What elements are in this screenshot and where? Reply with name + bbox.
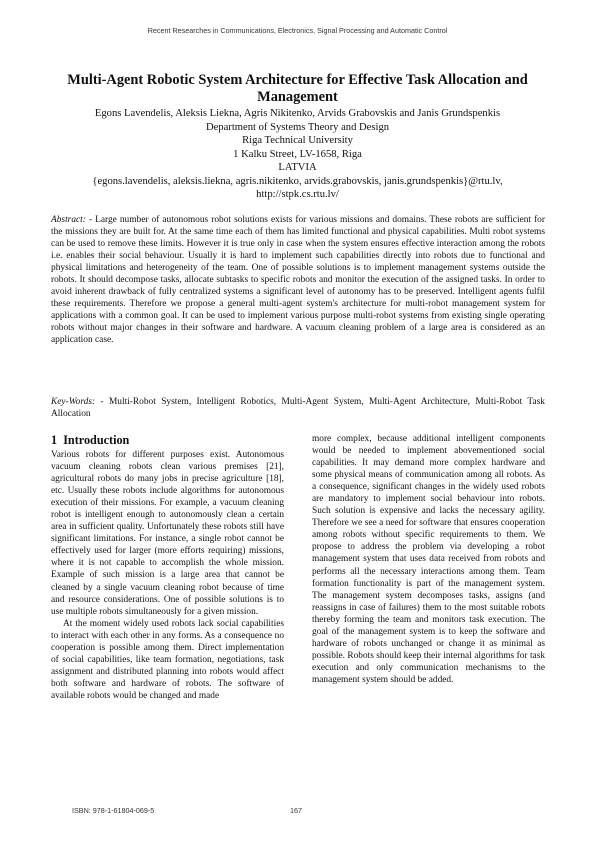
keywords-text: - Multi-Robot System, Intelligent Robotics, Multi-Agent System, Multi-Agent Architecture, Multi-Robot Task Allocation [51,397,545,419]
footer-isbn: ISBN: 978-1-61804-069-5 [72,806,155,815]
author-emails: {egons.lavendelis, aleksis.liekna, agris.nikitenko, arvids.grabovskis, janis.grundspenkis}@rtu.lv, [92,175,503,187]
section-title: Introduction [63,433,130,447]
department: Department of Systems Theory and Design [205,121,390,133]
abstract-text: - Large number of autonomous robot solutions exists for various missions and domains. These robots are sufficient for the missions they are built for. At the same time each of them has limited functional and physical capabilities. Multi robot systems can be used to remove these limits. However it is true only in case when the system ensures effective interaction among the robots i.e. enables their social behaviour. Usually it is hard to implement such capabilities directly into robots due to functional and physical limitations and heterogeneity of the team. One of possible solutions is to implement management systems outside the robots. It should decompose tasks, allocate subtasks to specific robots and monitor the execution of the assigned tasks. In order to avoid inherent drawback of fully centralized systems a significant level of autonomy has to be preserved. Intelligent agents fulfil these requirements. Therefore we propose a general multi-agent system's architecture for multi-robot management system for applications with a common goal. It can be used to implement various purpose multi-robot systems from existing single operating robots without major changes in their software and hardware. A vacuum cleaning problem of a large area is considered as an application case. [51,215,545,345]
university: Riga Technical University [242,135,353,146]
street-address: 1 Kalku Street, LV-1658, Riga [233,148,362,160]
paper-title: Multi-Agent Robotic System Architecture for Effective Task Allocation and Management [67,72,528,105]
abstract [51,214,545,346]
author-block [30,107,565,202]
keywords-label: Key-Words: [51,397,96,407]
country: LATVIA [278,162,317,173]
left-column [51,433,284,702]
author-names: Egons Lavendelis, Aleksis Liekna, Agris Nikitenko, Arvids Grabovskis and Janis Grundspenkis [94,108,501,119]
intro-paragraph-2: At the moment widely used robots lack social capabilities to interact with each other in any forms. As a consequence no cooperation is possible among them. Direct implementation of social capabilities, like team formation, negotiations, task assignment and distributed planning into robots would affect both software and hardware of robots. The software of available robots would be changed and made [51,618,284,701]
section-number: 1 [51,433,58,447]
website-url: http://stpk.cs.rtu.lv/ [256,189,339,200]
running-head: Recent Researches in Communications, Electronics, Signal Processing and Automatic Control [147,26,448,35]
keywords [51,396,545,420]
right-column [312,433,545,686]
intro-paragraph-2-continued: more complex, because additional intelligent components would be needed to implement abovementioned social capabilities. It may demand more complex hardware and some physical means of communication among all robots. As a consequence, significant changes in the widely used robots are mandatory to implement social behaviour into robots. Such solution is expensive and lacks the necessary agility. Therefore we see a need for software that ensures cooperation among robots without specific requirements to them. We propose to address the problem via developing a robot management system that uses data received from robots and performs all the necessary interactions among them. Team formation functionality is part of the management system. The management system decomposes tasks, assigns (and reassigns in case of failures) them to the most suitable robots thereby forming the team and monitors task execution. The goal of the management system is to keep the software and hardware of robots unchanged or change it as minimal as possible. Robots should keep their internal algorithms for task execution and only communication mechanisms to the management system should be added. [312,434,545,685]
section-heading [51,433,284,448]
intro-paragraph-1: Various robots for different purposes exist. Autonomous vacuum cleaning robots clean various premises [21], agricultural robots do many jobs in precise agriculture [18], etc. Usually these robots include algorithms for autonomous execution of their missions. For example, a vacuum cleaning robot is intelligent enough to autonomously clean a certain area in sufficient quality. Unfortunately these robots still have significant limitations. For instance, a single robot cannot be effectively used for larger (more efforts requiring) missions, where it is not capable to accomplish the whole mission. Example of such mission is a large area that cannot be cleaned by a single vacuum cleaning robot because of time and resource considerations. One of possible solutions is to use multiple robots simultaneously for a given mission. [51,450,284,617]
abstract-label: Abstract: [51,215,86,225]
page-number: 167 [290,806,302,815]
